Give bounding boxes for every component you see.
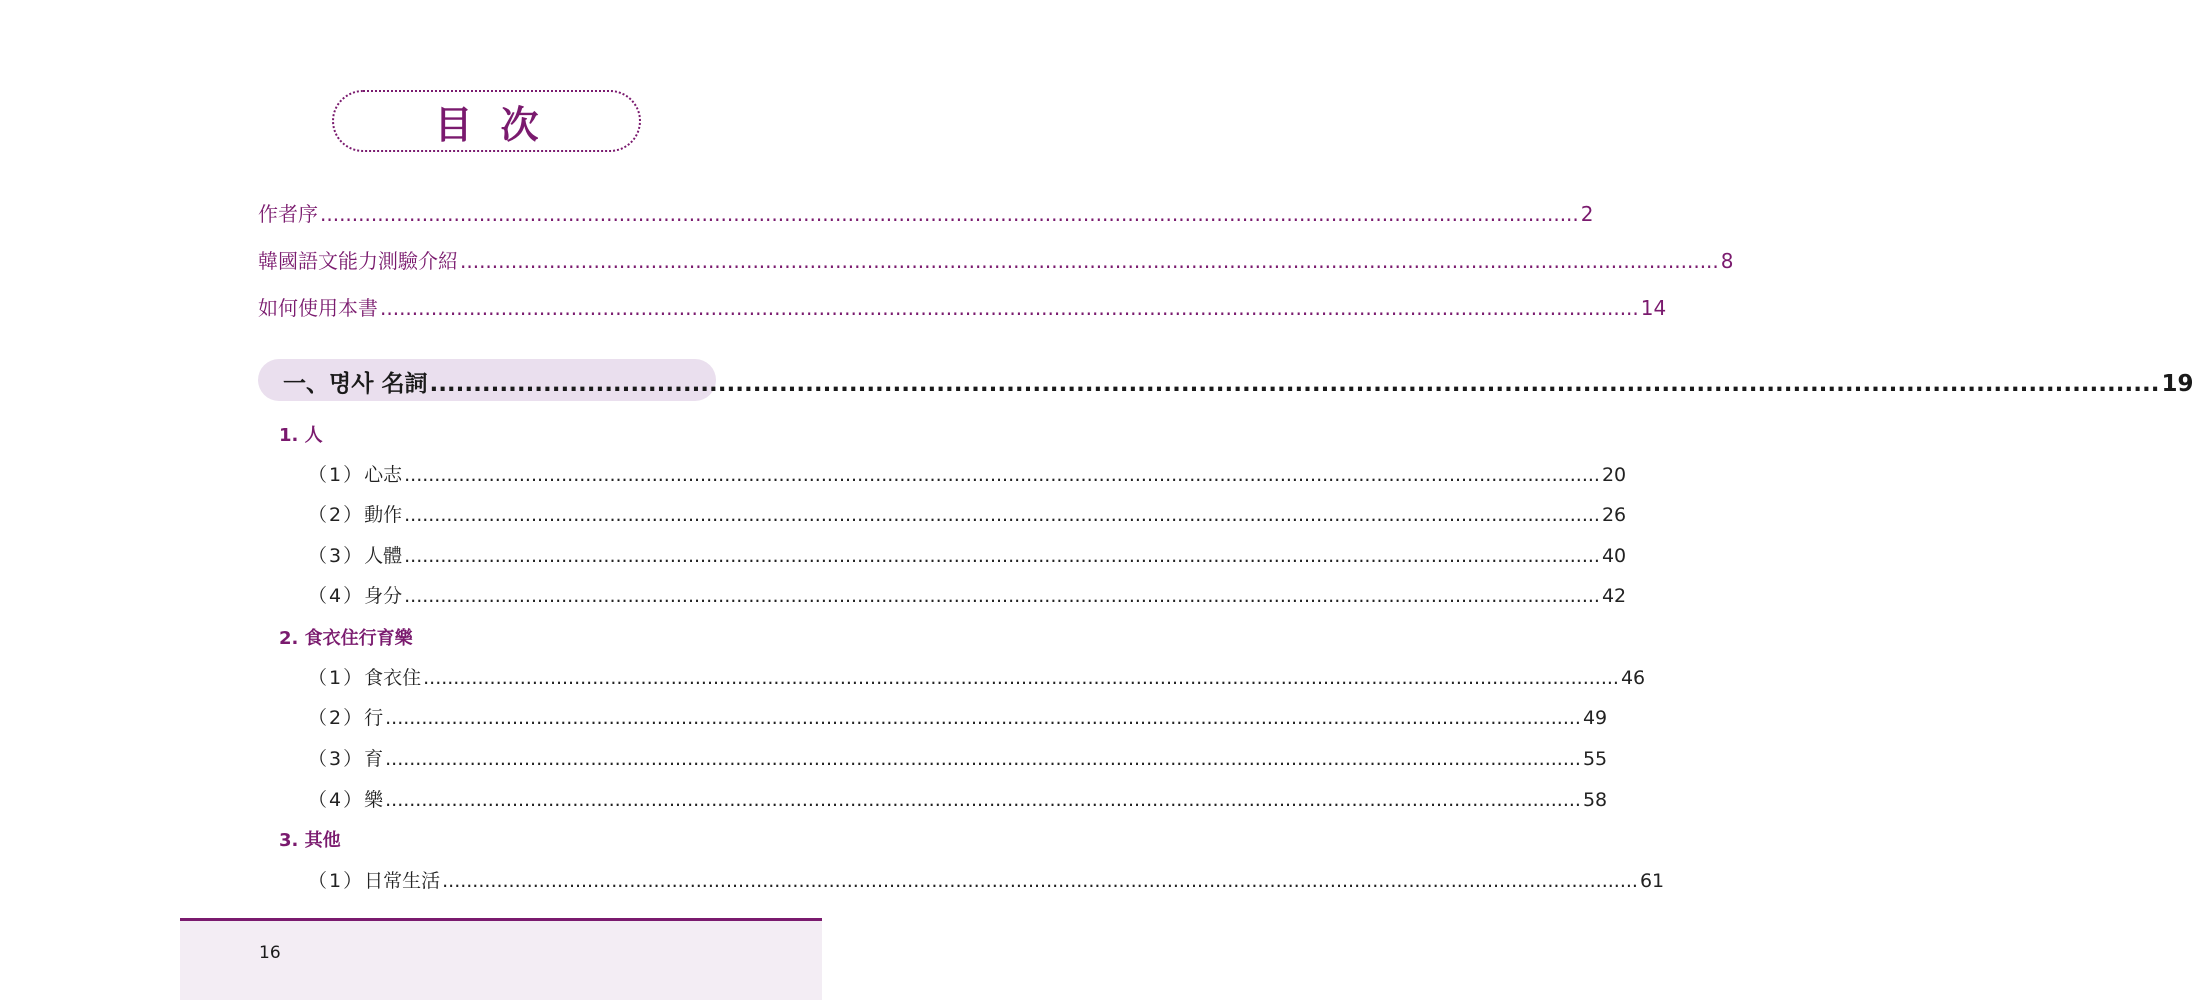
subentry-label: 育 (364, 748, 384, 770)
subentry-label: 樂 (364, 789, 384, 811)
dot-leader: ...................................................................................................................................................................................................... (385, 748, 1581, 770)
subentry-number: （1） (308, 870, 365, 892)
subentry-page: 61 (1639, 870, 1665, 892)
subentry-number: （1） (308, 667, 365, 689)
section-title-person: 1. 人 (279, 425, 323, 446)
dot-leader: ...................................................................................................................................................................................................... (442, 870, 1638, 892)
subentry-label: 日常生活 (364, 870, 441, 892)
dot-leader: ...................................................................................................................................................................................................... (385, 707, 1581, 729)
toc-entry-page: 8 (1720, 249, 1734, 273)
toc-entry-label: 如何使用本書 (258, 296, 378, 320)
section-title-others: 3. 其他 (279, 830, 341, 851)
toc-entry-page: 2 (1580, 202, 1594, 226)
subentry-page: 42 (1601, 585, 1627, 607)
subentry-page: 58 (1582, 789, 1608, 811)
subentry-page: 46 (1620, 667, 1646, 689)
dot-leader: ...................................................................................................................................................................................................... (404, 585, 1600, 607)
dot-leader: ...................................................................................................................................................................................................... (404, 545, 1600, 567)
chapter-page: 19 (2161, 371, 2193, 397)
dot-leader: ...................................................................................................................................................................................................... (429, 371, 2160, 397)
toc-subentry[interactable] (308, 663, 1646, 690)
chapter-label: 一、명사 名詞 (283, 371, 428, 397)
subentry-number: （2） (308, 504, 365, 526)
subentry-number: （4） (308, 585, 365, 607)
toc-chapter-nouns[interactable] (283, 365, 2193, 398)
toc-entry-preface[interactable] (258, 198, 1594, 227)
toc-entry-page: 14 (1640, 296, 1667, 320)
subentry-page: 55 (1582, 748, 1608, 770)
subentry-label: 身分 (364, 585, 403, 607)
toc-subentry[interactable] (308, 866, 1665, 893)
subentry-number: （3） (308, 748, 365, 770)
subentry-page: 40 (1601, 545, 1627, 567)
toc-entry-label: 作者序 (258, 202, 318, 226)
toc-subentry[interactable] (308, 500, 1627, 527)
subentry-label: 食衣住 (364, 667, 422, 689)
dot-leader: ...................................................................................................................................................................................................... (385, 789, 1581, 811)
toc-subentry[interactable] (308, 581, 1627, 608)
dot-leader: ...................................................................................................................................................................................................... (320, 202, 1579, 226)
subentry-page: 26 (1601, 504, 1627, 526)
dot-leader: ...................................................................................................................................................................................................... (380, 296, 1639, 320)
toc-entry-topik-intro[interactable] (258, 245, 1734, 274)
section-title-daily-life: 2. 食衣住行育樂 (279, 628, 413, 649)
subentry-page: 49 (1582, 707, 1608, 729)
toc-title-box (332, 90, 641, 152)
page-number: 16 (259, 943, 281, 963)
toc-title: 目次 (434, 102, 567, 147)
subentry-label: 心志 (364, 464, 403, 486)
toc-subentry[interactable] (308, 703, 1608, 730)
dot-leader: ...................................................................................................................................................................................................... (423, 667, 1619, 689)
toc-entry-label: 韓國語文能力測驗介紹 (258, 249, 458, 273)
toc-entry-how-to-use[interactable] (258, 292, 1667, 321)
subentry-number: （2） (308, 707, 365, 729)
subentry-number: （4） (308, 789, 365, 811)
subentry-label: 動作 (364, 504, 403, 526)
toc-subentry[interactable] (308, 785, 1608, 812)
toc-subentry[interactable] (308, 460, 1627, 487)
subentry-number: （3） (308, 545, 365, 567)
toc-subentry[interactable] (308, 744, 1608, 771)
subentry-label: 人體 (364, 545, 403, 567)
toc-subentry[interactable] (308, 541, 1627, 568)
dot-leader: ...................................................................................................................................................................................................... (460, 249, 1719, 273)
dot-leader: ...................................................................................................................................................................................................... (404, 504, 1600, 526)
dot-leader: ...................................................................................................................................................................................................... (404, 464, 1600, 486)
subentry-number: （1） (308, 464, 365, 486)
subentry-label: 行 (364, 707, 384, 729)
subentry-page: 20 (1601, 464, 1627, 486)
